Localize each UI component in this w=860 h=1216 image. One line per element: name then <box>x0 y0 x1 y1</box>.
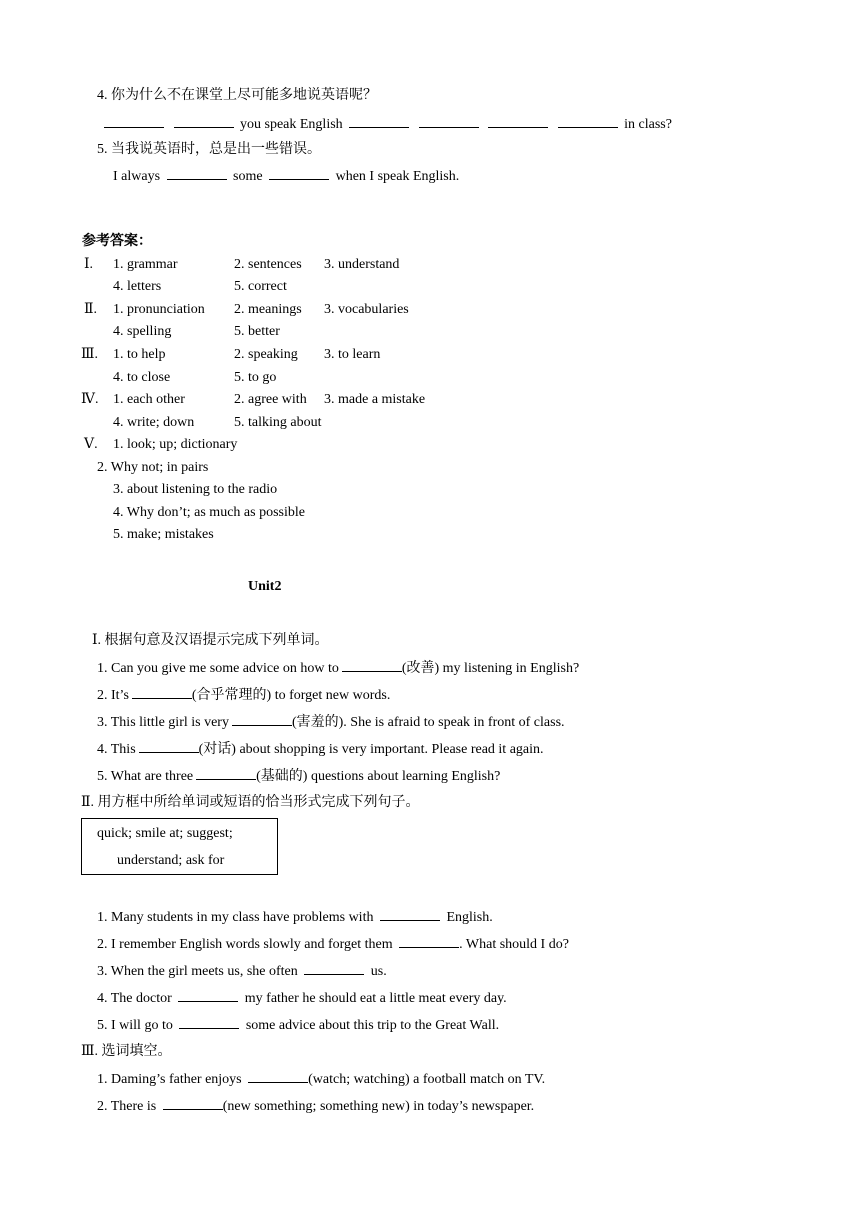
sentence-text: us. <box>370 964 387 979</box>
answer-item: 1. each other <box>113 392 185 407</box>
sentence-text: . What should I do? <box>459 937 569 952</box>
sentence-text: 1. Many students in my class have problems with <box>97 910 374 925</box>
section-numeral: Ⅴ. <box>84 437 98 452</box>
answer-blank[interactable] <box>558 115 618 128</box>
sentence-text: in class? <box>624 117 672 132</box>
question-4-english <box>101 115 672 134</box>
answer-item: 2. meanings <box>234 302 302 317</box>
exercise-item <box>97 767 500 786</box>
exercise-item <box>97 935 569 954</box>
answer-item: 3. about listening to the radio <box>113 482 278 497</box>
part-3-instruction: Ⅲ. 选词填空。 <box>81 1044 172 1059</box>
answer-item: 1. to help <box>113 347 166 362</box>
question-5-english <box>113 167 459 186</box>
answer-item: 1. look; up; dictionary <box>113 437 238 452</box>
answer-item: 1. grammar <box>113 257 178 272</box>
answers-heading: 参考答案： <box>82 234 152 249</box>
answer-item: 5. to go <box>234 370 277 385</box>
exercise-item <box>97 1016 499 1035</box>
sentence-text: 2. I remember English words slowly and forget them <box>97 937 393 952</box>
answer-item: 2. agree with <box>234 392 307 407</box>
answer-item: 3. understand <box>324 257 400 272</box>
answer-blank[interactable] <box>269 167 329 180</box>
answer-item: 4. letters <box>113 279 162 294</box>
part-1-instruction: Ⅰ. 根据句意及汉语提示完成下列单词。 <box>92 633 329 648</box>
answer-blank[interactable] <box>174 115 234 128</box>
answer-item: 2. Why not; in pairs <box>97 460 209 475</box>
sentence-text: some <box>233 169 263 184</box>
answer-item: 5. talking about <box>234 415 322 430</box>
exercise-item <box>97 659 579 678</box>
answer-blank[interactable] <box>380 908 440 921</box>
sentence-text: you speak English <box>240 117 343 132</box>
answer-blank[interactable] <box>488 115 548 128</box>
sentence-text: English. <box>446 910 493 925</box>
answer-item: 3. to learn <box>324 347 381 362</box>
answer-blank[interactable] <box>419 115 479 128</box>
answer-item: 4. Why don’t; as much as possible <box>113 505 305 520</box>
exercise-item <box>97 740 544 759</box>
section-numeral: Ⅱ. <box>84 302 98 317</box>
answer-item: 1. pronunciation <box>113 302 205 317</box>
exercise-item <box>97 1070 545 1089</box>
sentence-text: (害羞的). She is afraid to speak in front of class. <box>291 715 565 730</box>
answer-blank[interactable] <box>179 1016 239 1029</box>
exercise-item <box>97 686 390 705</box>
part-2-instruction: Ⅱ. 用方框中所给单词或短语的恰当形式完成下列句子。 <box>81 795 420 810</box>
answer-blank[interactable] <box>196 767 256 780</box>
word-box-line: understand; ask for <box>117 853 225 868</box>
answer-blank[interactable] <box>139 740 199 753</box>
sentence-text: my father he should eat a little meat every day. <box>244 991 507 1006</box>
sentence-text: 3. When the girl meets us, she often <box>97 964 298 979</box>
sentence-text: (watch; watching) a football match on TV. <box>308 1072 546 1087</box>
sentence-text: 2. There is <box>97 1099 157 1114</box>
answer-blank[interactable] <box>104 115 164 128</box>
sentence-text: (new something; something new) in today’s newspaper. <box>222 1099 535 1114</box>
section-numeral: Ⅲ. <box>81 347 99 362</box>
answer-blank[interactable] <box>399 935 459 948</box>
sentence-text: (合乎常理的) to forget new words. <box>191 688 391 703</box>
sentence-text: 5. What are three <box>97 769 194 784</box>
answer-blank[interactable] <box>248 1070 308 1083</box>
sentence-text: 5. I will go to <box>97 1018 173 1033</box>
answer-item: 4. spelling <box>113 324 172 339</box>
sentence-text: (基础的) questions about learning English? <box>256 769 501 784</box>
sentence-text: 1. Can you give me some advice on how to <box>97 661 339 676</box>
question-5-chinese: 5. 当我说英语时，总是出一些错误。 <box>97 142 321 157</box>
answer-item: 2. sentences <box>234 257 302 272</box>
answer-item: 4. to close <box>113 370 171 385</box>
sentence-text: (对话) about shopping is very important. Please read it again. <box>198 742 544 757</box>
word-box-line: quick; smile at; suggest; <box>97 826 233 841</box>
answer-item: 4. write; down <box>113 415 195 430</box>
sentence-text: when I speak English. <box>335 169 460 184</box>
answer-blank[interactable] <box>349 115 409 128</box>
answer-blank[interactable] <box>163 1097 223 1110</box>
answer-item: 5. correct <box>234 279 287 294</box>
exercise-item <box>97 1097 534 1116</box>
sentence-text: 4. This <box>97 742 136 757</box>
section-numeral: Ⅳ. <box>81 392 99 407</box>
sentence-text: some advice about this trip to the Great Wall. <box>245 1018 500 1033</box>
answer-blank[interactable] <box>304 962 364 975</box>
answer-blank[interactable] <box>178 989 238 1002</box>
exercise-item <box>97 908 493 927</box>
answer-blank[interactable] <box>342 659 402 672</box>
answer-item: 5. make; mistakes <box>113 527 214 542</box>
exercise-item <box>97 962 387 981</box>
exercise-item <box>97 989 507 1008</box>
sentence-text: 4. The doctor <box>97 991 172 1006</box>
exercise-item <box>97 713 565 732</box>
section-numeral: Ⅰ. <box>84 257 94 272</box>
sentence-text: 2. It’s <box>97 688 129 703</box>
answer-blank[interactable] <box>132 686 192 699</box>
sentence-text: 1. Daming’s father enjoys <box>97 1072 242 1087</box>
answer-blank[interactable] <box>232 713 292 726</box>
answer-item: 5. better <box>234 324 280 339</box>
unit-title: Unit2 <box>248 579 282 594</box>
answer-item: 3. vocabularies <box>324 302 409 317</box>
word-box <box>81 818 278 875</box>
question-4-chinese: 4. 你为什么不在课堂上尽可能多地说英语呢？ <box>97 88 377 103</box>
answer-item: 2. speaking <box>234 347 298 362</box>
answer-blank[interactable] <box>167 167 227 180</box>
sentence-text: (改善) my listening in English? <box>401 661 580 676</box>
sentence-text: 3. This little girl is very <box>97 715 229 730</box>
answer-item: 3. made a mistake <box>324 392 426 407</box>
sentence-text: I always <box>113 169 161 184</box>
